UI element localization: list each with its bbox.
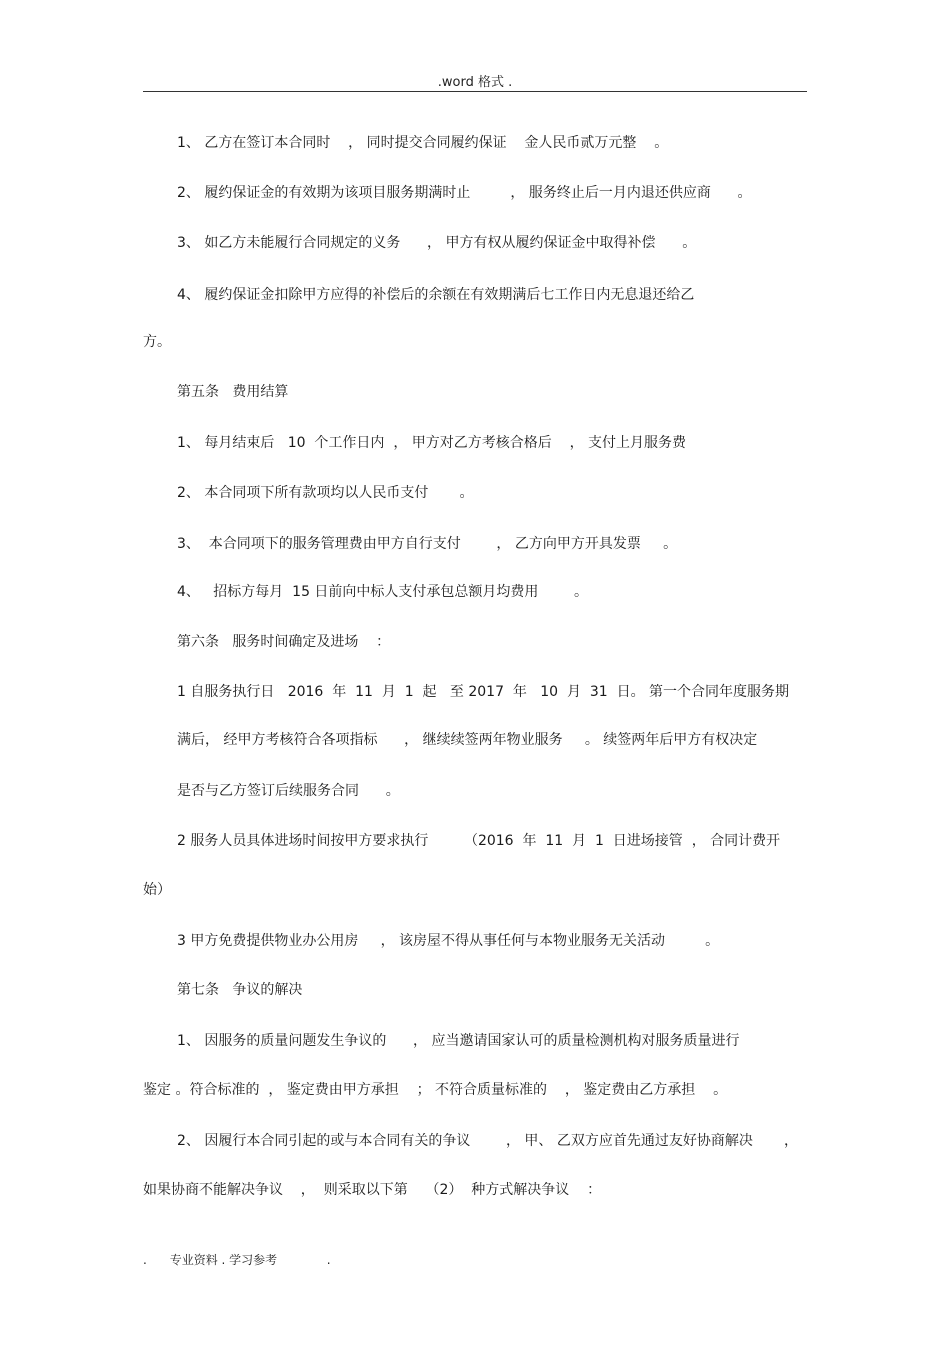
section-heading: 第五条 费用结算	[177, 384, 289, 400]
body-line: 满后， 经甲方考核符合各项指标 ， 继续续签两年物业服务 。 续签两年后甲方有权决定	[177, 732, 758, 748]
body-line: 1、 因服务的质量问题发生争议的 ， 应当邀请国家认可的质量检测机构对服务质量进行	[177, 1033, 740, 1049]
body-line: 4、 履约保证金扣除甲方应得的补偿后的余额在有效期满后七工作日内无息退还给乙	[177, 287, 695, 303]
body-line: 2、 本合同项下所有款项均以人民币支付 。	[177, 485, 474, 501]
header-divider	[143, 91, 807, 92]
body-line: 3、 本合同项下的服务管理费由甲方自行支付 ， 乙方向甲方开具发票 。	[177, 536, 678, 552]
body-line: 方。	[143, 334, 171, 350]
body-line: 2 服务人员具体进场时间按甲方要求执行 （2016 年 11 月 1 日进场接管 ， 合同计费开	[177, 833, 781, 849]
body-line: 是否与乙方签订后续服务合同 。	[177, 783, 400, 799]
page-header: .word 格式 .	[437, 75, 513, 90]
body-line: 2、 履约保证金的有效期为该项目服务期满时止 ， 服务终止后一月内退还供应商 。	[177, 185, 752, 201]
page-footer: . 专业资料 . 学习参考 .	[143, 1253, 331, 1267]
body-line: 3、 如乙方未能履行合同规定的义务 ， 甲方有权从履约保证金中取得补偿 。	[177, 235, 697, 251]
body-line: 2、 因履行本合同引起的或与本合同有关的争议 ， 甲、 乙双方应首先通过友好协商解决 ，	[177, 1133, 799, 1149]
body-line: 1 自服务执行日 2016 年 11 月 1 起 至 2017 年 10 月 31 日。 第一个合同年度服务期	[177, 684, 790, 700]
body-line: 1、 乙方在签订本合同时 ， 同时提交合同履约保证 金人民币贰万元整 。	[177, 135, 669, 151]
body-line: 始）	[143, 882, 171, 898]
section-heading: 第七条 争议的解决	[177, 982, 303, 998]
body-line: 鉴定 。符合标准的 ， 鉴定费由甲方承担 ； 不符合质量标准的 ， 鉴定费由乙方承担 。	[143, 1082, 728, 1098]
body-line: 1、 每月结束后 10 个工作日内 ， 甲方对乙方考核合格后 ， 支付上月服务费	[177, 435, 687, 451]
section-heading: 第六条 服务时间确定及进场 ：	[177, 634, 391, 650]
body-line: 3 甲方免费提供物业办公用房 ， 该房屋不得从事任何与本物业服务无关活动 。	[177, 933, 720, 949]
body-line: 如果协商不能解决争议 ， 则采取以下第 （2） 种方式解决争议 ：	[143, 1182, 602, 1198]
body-line: 4、 招标方每月 15 日前向中标人支付承包总额月均费用 。	[177, 584, 589, 600]
